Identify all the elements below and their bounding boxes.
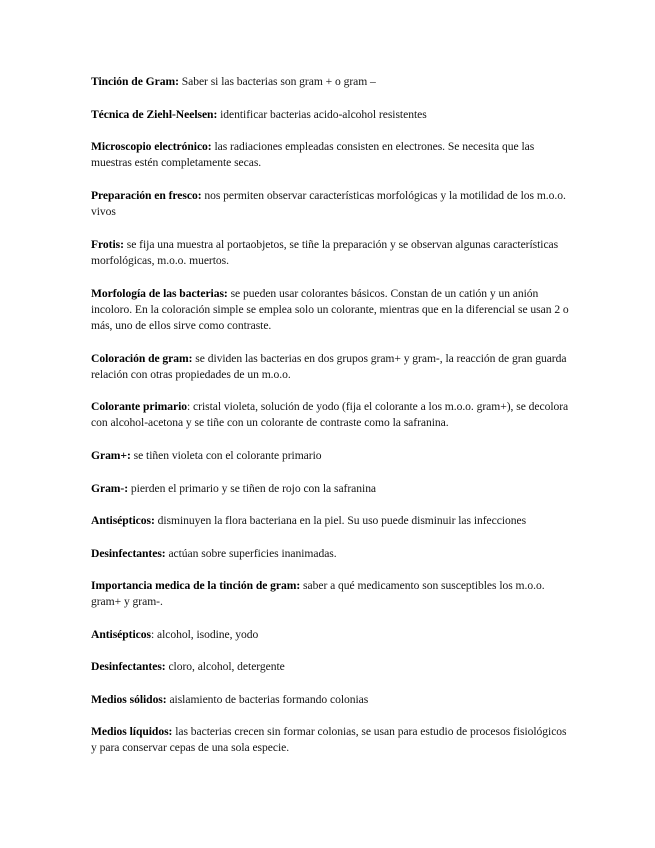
term: Importancia medica de la tinción de gram:: [91, 579, 301, 592]
paragraph-colorante-primario: [91, 399, 569, 431]
paragraph-microscopio-electronico: [91, 139, 569, 171]
definition: disminuyen la flora bacteriana en la piel. Su uso puede disminuir las infecciones: [154, 514, 527, 527]
definition: pierden el primario y se tiñen de rojo con la safranina: [128, 482, 377, 495]
definition: : alcohol, isodine, yodo: [150, 628, 259, 641]
paragraph-desinfectantes: [91, 546, 569, 562]
term: Técnica de Ziehl-Neelsen:: [91, 108, 218, 121]
paragraph-medios-liquidos: [91, 724, 569, 756]
paragraph-gram-negativo: [91, 481, 569, 497]
paragraph-tincion-gram: [91, 74, 569, 90]
definition: aislamiento de bacterias formando colonias: [166, 693, 369, 706]
term: Colorante primario: [91, 400, 188, 413]
definition: : cristal violeta, solución de yodo (fija el colorante a los m.o.o. gram+), se decolora con alcohol-acetona y se tiñe con un colorante de contraste como la safranina.: [91, 400, 569, 429]
definition: se dividen las bacterias en dos grupos gram+ y gram-, la reacción de gran guarda relación con otras propiedades de un m.o.o.: [91, 352, 567, 381]
term: Medios sólidos:: [91, 693, 167, 706]
paragraph-coloracion-gram: [91, 351, 569, 383]
term: Antisépticos:: [91, 514, 155, 527]
paragraph-morfologia-bacterias: [91, 286, 569, 334]
paragraph-antisepticos: [91, 513, 569, 529]
paragraph-antisepticos-ejemplos: [91, 627, 569, 643]
term: Coloración de gram:: [91, 352, 193, 365]
term: Medios líquidos:: [91, 725, 173, 738]
paragraph-gram-positivo: [91, 448, 569, 464]
definition: se pueden usar colorantes básicos. Constan de un catión y un anión incoloro. En la coloración simple se emplea solo un colorante, mientras que en la diferencial se usan 2 o más, uno de ellos sirve como contraste.: [91, 287, 569, 332]
term: Microscopio electrónico:: [91, 140, 212, 153]
term: Gram-:: [91, 482, 129, 495]
term: Gram+:: [91, 449, 131, 462]
paragraph-frotis: [91, 237, 569, 269]
definition: cloro, alcohol, detergente: [165, 660, 285, 673]
definition: identificar bacterias acido-alcohol resistentes: [217, 108, 427, 121]
definition: se tiñen violeta con el colorante primario: [130, 449, 322, 462]
definition: las bacterias crecen sin formar colonias, se usan para estudio de procesos fisiológicos y para conservar cepas de una sola especie.: [91, 725, 567, 754]
definition: se fija una muestra al portaobjetos, se tiñe la preparación y se observan algunas características morfológicas, m.o.o. muertos.: [91, 238, 559, 267]
definition: actúan sobre superficies inanimadas.: [165, 547, 337, 560]
term: Desinfectantes:: [91, 660, 166, 673]
definition: las radiaciones empleadas consisten en electrones. Se necesita que las muestras estén completamente secas.: [91, 140, 535, 169]
definition: saber a qué medicamento son susceptibles los m.o.o. gram+ y gram-.: [91, 579, 545, 608]
paragraph-importancia-medica: [91, 578, 569, 610]
definition: nos permiten observar características morfológicas y la motilidad de los m.o.o. vivos: [91, 189, 566, 218]
paragraph-preparacion-fresco: [91, 188, 569, 220]
definition: Saber si las bacterias son gram + o gram –: [178, 75, 376, 88]
term: Tinción de Gram:: [91, 75, 179, 88]
paragraph-medios-solidos: [91, 692, 569, 708]
term: Desinfectantes:: [91, 547, 166, 560]
term: Preparación en fresco:: [91, 189, 202, 202]
paragraph-ziehl-neelsen: [91, 107, 569, 123]
paragraph-desinfectantes-ejemplos: [91, 659, 569, 675]
term: Frotis:: [91, 238, 124, 251]
term: Antisépticos: [91, 628, 151, 641]
term: Morfología de las bacterias:: [91, 287, 228, 300]
